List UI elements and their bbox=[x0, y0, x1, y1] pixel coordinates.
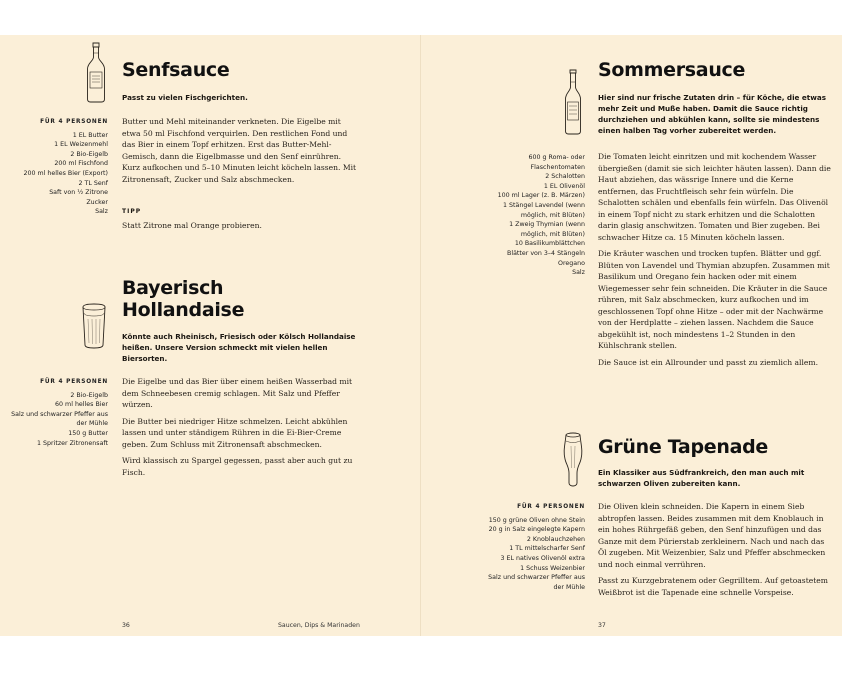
ingredient-line: 2 Schalotten bbox=[545, 173, 585, 181]
tip-text: Statt Zitrone mal Orange probieren. bbox=[122, 221, 262, 230]
ingredient-line: 1 EL Butter bbox=[72, 131, 108, 139]
recipe-lead-hollandaise: Könnte auch Rheinisch, Friesisch oder Kölsch Hollandaise heißen. Unsere Version schmeckt mit vielen hellen Biersorten. bbox=[122, 332, 356, 363]
ingredients-sommersauce bbox=[475, 153, 585, 278]
ingredient-line: 10 Basilikumblättchen bbox=[514, 240, 585, 248]
ingredient-line: Salz bbox=[95, 208, 108, 216]
ingredient-line: Saft von ½ Zitrone bbox=[49, 189, 108, 197]
ingredients-head: FÜR 4 PERSONEN bbox=[517, 504, 585, 510]
ingredient-line: möglich, mit Blüten) bbox=[520, 211, 585, 219]
steps-sommersauce bbox=[598, 151, 834, 373]
ingredient-line: 1 EL Olivenöl bbox=[543, 182, 585, 190]
step-paragraph: Butter und Mehl miteinander verkneten. Die Eigelbe mit etwa 50 ml Fischfond verquirlen. Den restlichen Fond und das Bier in einem Topf erhitzen. Erst das Butter-Mehl-Gemisch, dann die Eigelbmasse und den Senf einrühren. Kurz aufkochen und 5–10 Minuten leicht köcheln lassen. Mit Zitronensaft, Zucker und Salz abschmecken. bbox=[122, 117, 357, 184]
steps-hollandaise bbox=[122, 376, 362, 483]
right-page bbox=[421, 35, 842, 636]
steps-senfsauce bbox=[122, 116, 360, 190]
ingredient-line: Salz bbox=[572, 269, 585, 277]
ingredient-line: 2 Knoblauchzehen bbox=[526, 535, 585, 543]
step-paragraph: Wird klassisch zu Spargel gegessen, passt aber auch gut zu Fisch. bbox=[122, 456, 353, 477]
step-paragraph: Die Tomaten leicht einritzen und mit kochendem Wasser übergießen (damit sie sich leichter häuten lassen). Dann die Haut abziehen, das wässrige Innere und die Kerne entfernen, das Fruchtfleisch sehr fein würfeln. Die Schalotten schälen und ebenfalls fein würfeln. Das Olivenöl in einem Topf nicht zu stark erhitzen und die Schalotten darin glasig anschwitzen. Tomaten und Bier zugeben. Bei schwacher Hitze ca. 15 Minuten köcheln lassen. bbox=[598, 152, 831, 242]
steps-tapenade bbox=[598, 501, 834, 603]
ingredient-line: Flaschentomaten bbox=[530, 163, 585, 171]
beer-mug-icon bbox=[80, 303, 108, 349]
ingredient-line: Salz und schwarzer Pfeffer aus bbox=[488, 574, 585, 582]
step-paragraph: Die Butter bei niedriger Hitze schmelzen. Leicht abkühlen lassen und unter ständigem Rühren in die Ei-Bier-Creme geben. Zum Schluss mit Zitronensaft abschmecken. bbox=[122, 416, 348, 449]
book-spread bbox=[0, 35, 842, 636]
ingredients-tapenade bbox=[475, 503, 585, 592]
ingredient-line: 100 ml Lager (z. B. Märzen) bbox=[497, 192, 585, 200]
ingredient-line: 1 Schuss Weizenbier bbox=[520, 564, 585, 572]
ingredient-line: 200 ml helles Bier (Export) bbox=[23, 169, 108, 177]
ingredient-line: 600 g Roma- oder bbox=[528, 154, 585, 161]
beer-bottle-icon bbox=[84, 41, 108, 103]
ingredient-line: 2 TL Senf bbox=[78, 179, 108, 187]
ingredient-line: 150 g Butter bbox=[68, 429, 108, 437]
page-number-right: 37 bbox=[598, 622, 606, 629]
step-paragraph: Die Sauce ist ein Allrounder und passt zu ziemlich allem. bbox=[598, 357, 818, 367]
ingredient-line: 2 Bio-Eigelb bbox=[70, 150, 108, 158]
ingredient-line: 60 ml helles Bier bbox=[55, 401, 108, 409]
ingredient-line: 1 Spritzer Zitronensaft bbox=[37, 439, 108, 447]
left-page bbox=[0, 35, 421, 636]
ingredient-line: 150 g grüne Oliven ohne Stein bbox=[488, 516, 585, 524]
wheat-beer-glass-icon bbox=[561, 432, 585, 488]
section-title: Saucen, Dips & Marinaden bbox=[278, 622, 360, 629]
ingredients-hollandaise bbox=[4, 378, 108, 448]
ingredient-line: 1 TL mittelscharfer Senf bbox=[509, 545, 585, 553]
title-line: Bayerisch bbox=[122, 277, 224, 299]
ingredient-line: 1 Zweig Thymian (wenn bbox=[509, 221, 585, 229]
ingredient-line: Zucker bbox=[86, 198, 108, 206]
recipe-lead-sommersauce: Hier sind nur frische Zutaten drin – für Köche, die etwas mehr Zeit und Muße haben. Damit die Sauce richtig durchziehen und abkühlen kann, sollte sie mindestens einen halben Tag vorher zubereitet werden. bbox=[598, 93, 826, 135]
title-line: Hollandaise bbox=[122, 299, 245, 321]
step-paragraph: Passt zu Kurzgebratenem oder Gegrilltem. Auf getoastetem Weißbrot ist die Tapenade eine schnelle Vorspeise. bbox=[598, 576, 828, 597]
recipe-title-tapenade: Grüne Tapenade bbox=[598, 436, 768, 458]
page-number-left: 36 bbox=[122, 622, 130, 629]
ingredient-line: 200 ml Fischfond bbox=[54, 160, 108, 168]
ingredients-head: FÜR 4 PERSONEN bbox=[40, 379, 108, 385]
recipe-title-senfsauce: Senfsauce bbox=[122, 59, 230, 81]
ingredient-line: möglich, mit Blüten) bbox=[520, 230, 585, 238]
beer-bottle-icon bbox=[562, 68, 584, 136]
ingredient-line: 2 Bio-Eigelb bbox=[70, 391, 108, 399]
step-paragraph: Die Kräuter waschen und trocken tupfen. Blätter und ggf. Blüten von Lavendel und Thymian abzupfen. Zusammen mit Basilikum und Oregano fein hacken oder mit einem Wiegemesser sehr fein schneiden. Die Kräuter in die Sauce rühren, mit Salz abschmecken, kurz aufkochen und im geschlossenen Topf ohne Hitze – oder mit der Nachwärme von der Herdplatte – ziehen lassen. Nachdem die Sauce abgekühlt ist, noch mindestens 1–2 Stunden in den Kühlschrank stellen. bbox=[598, 249, 830, 350]
ingredient-line: Blätter von 3–4 Stängeln bbox=[507, 249, 585, 257]
recipe-title-hollandaise bbox=[122, 277, 244, 321]
tip-heading: TIPP bbox=[122, 208, 142, 215]
recipe-lead-senfsauce: Passt zu vielen Fischgerichten. bbox=[122, 93, 248, 102]
step-paragraph: Die Oliven klein schneiden. Die Kapern in einem Sieb abtropfen lassen. Beides zusammen mit dem Knoblauch in ein hohes Rührgefäß geben, den Senf hinzufügen und das Ganze mit dem Pürierstab zerkleinern. Nach und nach das Öl zugeben. Mit Weizenbier, Salz und Pfeffer abschmecken und noch einmal verrühren. bbox=[598, 502, 826, 569]
ingredient-line: der Mühle bbox=[76, 420, 108, 428]
recipe-title-sommersauce: Sommersauce bbox=[598, 59, 746, 81]
ingredient-line: 1 Stängel Lavendel (wenn bbox=[503, 201, 585, 209]
ingredients-head: FÜR 4 PERSONEN bbox=[40, 119, 108, 125]
ingredients-senfsauce bbox=[4, 118, 108, 217]
ingredient-line: 3 EL natives Olivenöl extra bbox=[500, 554, 585, 562]
ingredient-line: 1 EL Weizenmehl bbox=[54, 141, 108, 149]
ingredient-line: Oregano bbox=[558, 259, 585, 267]
ingredient-line: Salz und schwarzer Pfeffer aus bbox=[11, 410, 108, 418]
step-paragraph: Die Eigelbe und das Bier über einem heißen Wasserbad mit dem Schneebesen cremig schlagen. Mit Salz und Pfeffer würzen. bbox=[122, 377, 353, 409]
recipe-lead-tapenade: Ein Klassiker aus Südfrankreich, den man auch mit schwarzen Oliven zubereiten kann. bbox=[598, 468, 805, 488]
ingredient-line: 20 g in Salz eingelegte Kapern bbox=[488, 526, 585, 534]
ingredient-line: der Mühle bbox=[553, 583, 585, 591]
